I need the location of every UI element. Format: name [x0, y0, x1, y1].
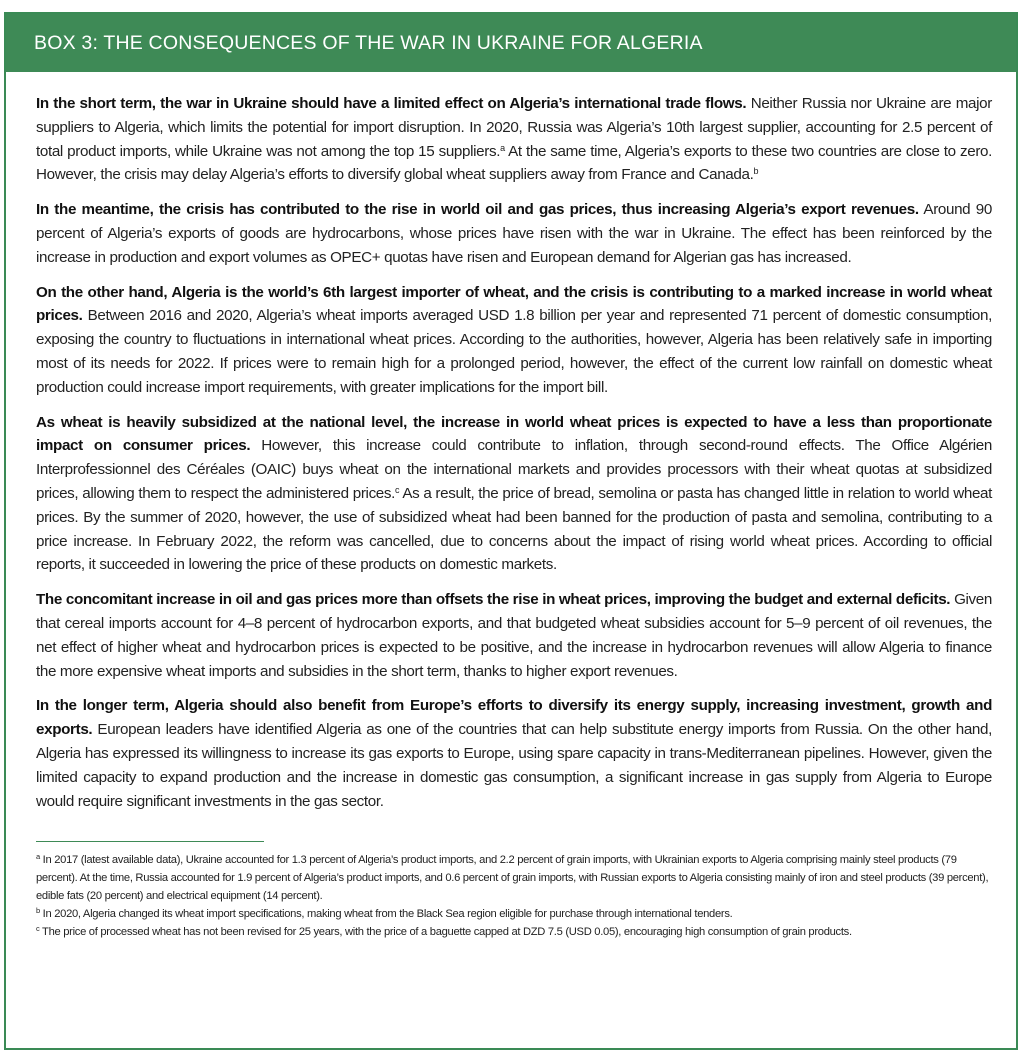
paragraph-subsidies: [36, 411, 992, 578]
paragraph-meantime: [36, 198, 992, 269]
box-header: [6, 14, 1016, 72]
paragraph-lead: As wheat is heavily subsidized at the national level, the increase in world wheat prices is expected to have a less than proportionate impact on consumer prices.: [36, 413, 992, 455]
paragraph-lead: In the meantime, the crisis has contributed to the rise in world oil and gas prices, thus increasing Algeria’s export revenues.: [36, 201, 919, 219]
paragraph-lead: On the other hand, Algeria is the world’s 6th largest importer of wheat, and the crisis is contributing to a marked increase in world wheat prices.: [36, 283, 992, 325]
box-3: [4, 12, 1018, 1050]
footnote-divider: [36, 841, 264, 842]
paragraph-text: However, this increase could contribute to inflation, through second-round effects. The Office Algérien Interprofessionnel des Céréales (OAIC) buys wheat on the international markets and provides processors with their wheat quotas at subsidized prices, allowing them to respect the administered prices.: [36, 437, 992, 502]
box-body: [6, 72, 1016, 941]
footnote-a: [36, 851, 992, 905]
paragraph-text: At the same time, Algeria’s exports to these two countries are close to zero. However, the crisis may delay Algeria’s efforts to diversify global wheat suppliers away from France and Canada.: [36, 142, 992, 184]
paragraph-text: As a result, the price of bread, semolina or pasta has changed little in relation to world wheat prices. By the summer of 2020, however, the use of subsidized wheat had been banned for the production of pasta and semolina, contributing to a price increase. In February 2022, the reform was cancelled, due to concerns about the impact of rising world wheat prices. According to official reports, it succeeded in lowering the price of these products on domestic markets.: [36, 484, 993, 574]
paragraph-lead: In the short term, the war in Ukraine should have a limited effect on Algeria’s international trade flows.: [36, 95, 747, 112]
footnote-b: [36, 905, 992, 923]
box-title: BOX 3: THE CONSEQUENCES OF THE WAR IN UKRAINE FOR ALGERIA: [34, 31, 703, 54]
footnote-ref-a[interactable]: a: [500, 142, 505, 153]
footnote-text: In 2020, Algeria changed its wheat import specifications, making wheat from the Black Sea region eligible for purchase through international tenders.: [39, 908, 733, 921]
footnote-ref-b[interactable]: b: [753, 166, 759, 177]
paragraph-short-term: [36, 92, 992, 187]
paragraph-text: Given that cereal imports account for 4–8 percent of hydrocarbon exports, and that budgeted wheat subsidies account for 5–9 percent of oil revenues, the net effect of higher wheat and hydrocarbon prices is expected to be positive, and the increase in hydrocarbon revenues will allow Algeria to finance the more expensive wheat imports and subsidies in the short term, thanks to higher export revenues.: [36, 591, 992, 680]
footnote-mark: b: [36, 906, 40, 916]
paragraph-offsets: [36, 588, 992, 683]
paragraph-text: Around 90 percent of Algeria’s exports of goods are hydrocarbons, whose prices have risen with the war in Ukraine. The effect has been reinforced by the increase in production and export volumes as OPEC+ quotas have risen and European demand for Algerian gas has increased.: [36, 201, 992, 266]
paragraph-lead: The concomitant increase in oil and gas prices more than offsets the rise in wheat prices, improving the budget and external deficits.: [36, 591, 951, 609]
footnote-ref-c[interactable]: c: [395, 484, 400, 495]
paragraph-text: Between 2016 and 2020, Algeria’s wheat imports averaged USD 1.8 billion per year and represented 71 percent of domestic consumption, exposing the country to fluctuations in international wheat prices. According to the authorities, however, Algeria has been relatively safe in importing most of its needs for 2022. If prices were to remain high for a prolonged period, however, the effect of the current low rainfall on domestic wheat production could increase import requirements, with greater implications for the import bill.: [36, 307, 992, 396]
footnote-c: [36, 923, 992, 941]
paragraph-longer-term: [36, 694, 992, 813]
footnote-text: In 2017 (latest available data), Ukraine accounted for 1.3 percent of Algeria’s product imports, and 2.2 percent of grain imports, with Ukrainian exports to Algeria comprising mainly steel products (79 percent). At the time, Russia accounted for 1.9 percent of Algeria’s product imports, and 0.6 percent of grain imports, with Russian exports to Algeria consisting mainly of iron and steel products (39 percent), edible fats (20 percent) and electrical equipment (14 percent).: [36, 854, 989, 903]
footnote-mark: a: [36, 852, 40, 862]
paragraph-text: Neither Russia nor Ukraine are major suppliers to Algeria, which limits the potential for import disruption. In 2020, Russia was Algeria’s 10th largest supplier, accounting for 2.5 percent of total product imports, while Ukraine was not among the top 15 suppliers.: [36, 95, 992, 160]
footnote-text: The price of processed wheat has not been revised for 25 years, with the price of a baguette capped at DZD 7.5 (USD 0.05), encouraging high consumption of grain products.: [39, 926, 852, 939]
paragraph-lead: In the longer term, Algeria should also benefit from Europe’s efforts to diversify its energy supply, increasing investment, growth and exports.: [36, 697, 992, 739]
paragraph-text: European leaders have identified Algeria as one of the countries that can help substitute energy imports from Russia. On the other hand, Algeria has expressed its willingness to increase its gas exports to Europe, using spare capacity in trans-Mediterranean pipelines. However, given the limited capacity to expand production and the increase in domestic gas consumption, a significant increase in gas supply from Algeria to Europe would require significant investments in the gas sector.: [36, 721, 992, 810]
footnote-mark: c: [36, 924, 40, 934]
paragraph-wheat-importer: [36, 281, 992, 400]
